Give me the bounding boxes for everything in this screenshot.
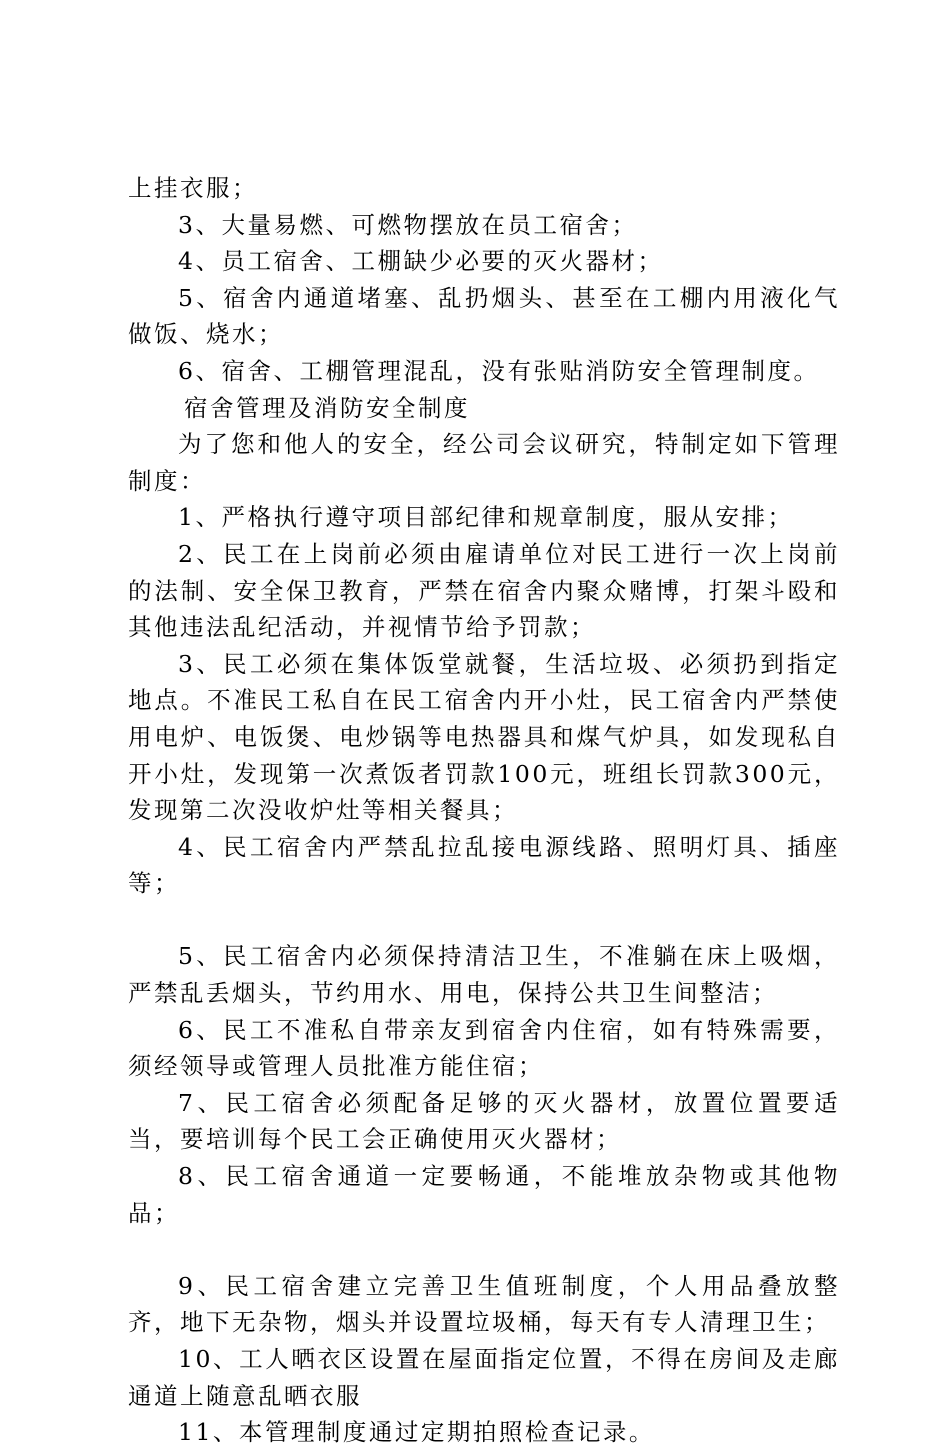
- rule-item-9: 9、民工宿舍建立完善卫生值班制度，个人用品叠放整齐，地下无杂物，烟头并设置垃圾桶，每天有专人清理卫生；: [128, 1271, 840, 1337]
- hazard-item-5: 5、宿舍内通道堵塞、乱扔烟头、甚至在工棚内用液化气做饭、烧水；: [128, 283, 840, 349]
- rule-item-11: 11、本管理制度通过定期拍照检查记录。: [178, 1418, 655, 1447]
- section-heading: 宿舍管理及消防安全制度: [184, 393, 470, 422]
- intro-paragraph: 为了您和他人的安全，经公司会议研究，特制定如下管理制度：: [128, 430, 840, 495]
- rule-item-4: 4、民工宿舍内严禁乱拉乱接电源线路、照明灯具、插座等；: [128, 832, 840, 898]
- rule-item-2: 2、民工在上岗前必须由雇请单位对民工进行一次上岗前的法制、安全保卫教育，严禁在宿舍内聚众赌博，打架斗殴和其他违法乱纪活动，并视情节给予罚款；: [128, 539, 840, 642]
- rule-item-5: 5、民工宿舍内必须保持清洁卫生，不准躺在床上吸烟，严禁乱丢烟头，节约用水、用电，保持公共卫生间整洁；: [128, 942, 840, 1008]
- rule-item-1: 1、严格执行遵守项目部纪律和规章制度，服从安排；: [178, 503, 794, 532]
- rule-item-10: 10、工人晒衣区设置在屋面指定位置，不得在房间及走廊通道上随意乱晒衣服: [128, 1345, 840, 1410]
- rule-item-6: 6、民工不准私自带亲友到宿舍内住宿，如有特殊需要，须经领导或管理人员批准方能住宿；: [128, 1015, 840, 1081]
- hazard-item-6: 6、宿舍、工棚管理混乱，没有张贴消防安全管理制度。: [178, 356, 820, 385]
- rule-item-8: 8、民工宿舍通道一定要畅通，不能堆放杂物或其他物品；: [128, 1162, 840, 1227]
- hazard-item-4: 4、员工宿舍、工棚缺少必要的灭火器材；: [178, 247, 664, 276]
- paragraph-continuation: 上挂衣服；: [128, 174, 258, 202]
- hazard-item-3: 3、大量易燃、可燃物摆放在员工宿舍；: [178, 210, 638, 239]
- blank-line: [128, 902, 840, 939]
- blank-line: [128, 1231, 840, 1268]
- rule-item-7: 7、民工宿舍必须配备足够的灭火器材，放置位置要适当，要培训每个民工会正确使用灭火器材；: [128, 1088, 840, 1154]
- document-body: [128, 170, 840, 1451]
- rule-item-3: 3、民工必须在集体饭堂就餐，生活垃圾、必须扔到指定地点。不准民工私自在民工宿舍内开小灶，民工宿舍内严禁使用电炉、电饭煲、电炒锅等电热器具和煤气炉具，如发现私自开小灶，发现第一次煮饭者罚款100元，班组长罚款300元，发现第二次没收炉灶等相关餐具；: [128, 649, 840, 825]
